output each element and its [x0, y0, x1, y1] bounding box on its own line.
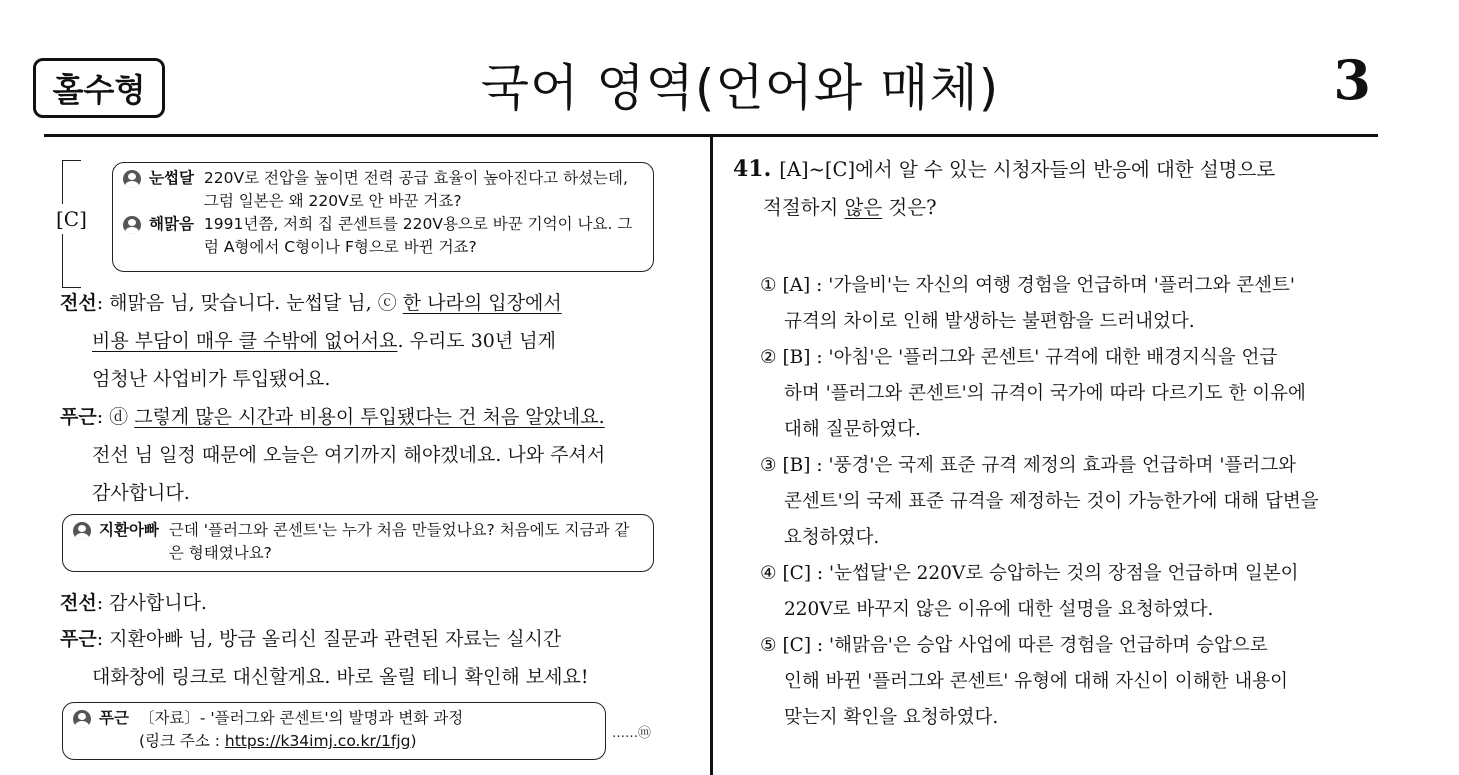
- chat-box-bottom: [62, 702, 606, 760]
- page-title: 국어 영역(언어와 매체): [480, 59, 1000, 117]
- chat-text: 1991년쯤, 저희 집 콘센트를 220V용으로 바꾼 기억이 나요. 그럼 A형에서 C형이나 F형으로 바뀐 거죠?: [203, 215, 633, 256]
- underlined-text: 그렇게 많은 시간과 비용이 투입됐다는 건 처음 알았네요.: [134, 406, 605, 428]
- user-icon: [73, 710, 91, 728]
- speaker-name: 전선: [60, 592, 97, 614]
- answer-options: [760, 268, 1380, 736]
- option-text: ③ [B] : '풍경'은 국제 표준 규격 제정의 효과를 언급하며 '플러그와: [760, 455, 1296, 476]
- user-icon: [73, 522, 91, 540]
- dialogue-text: 전선 님 일정 때문에 오늘은 여기까지 해야겠네요. 나와 주셔서: [92, 444, 606, 466]
- option-text: 콘센트'의 국제 표준 규격을 제정하는 것이 가능한가에 대해 답변을: [784, 491, 1319, 512]
- chat-message: [73, 519, 643, 565]
- option-text: 규격의 차이로 인해 발생하는 불편함을 드러내었다.: [784, 311, 1195, 332]
- option-text: ④ [C] : '눈썹달'은 220V로 승압하는 것의 장점을 언급하며 일본이: [760, 563, 1299, 584]
- dialogue-pugeun: [60, 398, 670, 512]
- underlined-text: 비용 부담이 매우 클 수밖에 없어서요: [92, 330, 398, 352]
- dialogue-text: 대화창에 링크로 대신할게요. 바로 올릴 테니 확인해 보세요!: [92, 666, 589, 688]
- dialogue-text: 엄청난 사업비가 투입됐어요.: [92, 368, 331, 390]
- option-text: ② [B] : '아침'은 '플러그와 콘센트' 규격에 대한 배경지식을 언급: [760, 347, 1278, 368]
- answer-option-2[interactable]: [760, 340, 1380, 448]
- option-text: 하며 '플러그와 콘센트'의 규격이 국가에 따라 다르기도 한 이유에: [784, 383, 1306, 404]
- chat-username: 해맑음: [149, 215, 194, 233]
- answer-option-1[interactable]: [760, 268, 1380, 340]
- dialogue-jeonseon-2: [60, 584, 670, 622]
- question-text: [A]~[C]에서 알 수 있는 시청자들의 반응에 대한 설명으로: [779, 158, 1276, 181]
- answer-option-5[interactable]: [760, 628, 1380, 736]
- option-text: ① [A] : '가을비'는 자신의 여행 경험을 언급하며 '플러그와 콘센트': [760, 275, 1295, 296]
- option-text: ⑤ [C] : '해맑음'은 승압 사업에 따른 경험을 언급하며 승압으로: [760, 635, 1268, 656]
- chat-text: 220V로 전압을 높이면 전력 공급 효율이 높아진다고 하셨는데, 그럼 일본은 왜 220V로 안 바꾼 거죠?: [203, 169, 628, 210]
- question-text: 적절하지: [763, 196, 845, 219]
- user-icon: [123, 216, 141, 234]
- exam-type-badge: 홀수형: [33, 58, 165, 118]
- chat-message: [123, 213, 643, 259]
- dialogue-text: : ⓓ: [96, 406, 135, 428]
- speaker-name: 푸근: [60, 406, 97, 428]
- chat-username: 눈썹달: [149, 169, 194, 187]
- option-text: 220V로 바꾸지 않은 이유에 대한 설명을 요청하였다.: [784, 599, 1214, 620]
- page-number: 3: [1333, 48, 1371, 112]
- chat-username: 푸근: [99, 709, 129, 727]
- dialogue-jeonseon: [60, 284, 670, 398]
- chat-box-c: [112, 162, 654, 272]
- resource-link[interactable]: https://k34imj.co.kr/1fjg: [224, 732, 411, 750]
- link-suffix: ): [410, 732, 417, 750]
- question-number: 41.: [733, 156, 772, 182]
- dialogue-text: . 우리도 30년 넘게: [397, 330, 556, 352]
- chat-box-mid: [62, 514, 654, 572]
- chat-message: [123, 167, 643, 213]
- resource-title: 〔자료〕- '플러그와 콘센트'의 발명과 변화 과정: [138, 709, 464, 727]
- dialogue-pugeun-2: [60, 620, 670, 696]
- dialogue-text: 감사합니다.: [92, 482, 190, 504]
- answer-option-4[interactable]: [760, 556, 1380, 628]
- question-stem: [733, 150, 1373, 227]
- chat-text: 근데 '플러그와 콘센트'는 누가 처음 만들었나요? 처음에도 지금과 같은 형태였나요?: [168, 521, 630, 562]
- chat-message: [73, 707, 595, 753]
- section-label-c: [C]: [56, 204, 87, 234]
- answer-option-3[interactable]: [760, 448, 1380, 556]
- option-text: 인해 바뀐 '플러그와 콘센트' 유형에 대해 자신이 이해한 내용이: [784, 671, 1288, 692]
- column-divider: [710, 135, 713, 775]
- speaker-name: 전선: [60, 292, 97, 314]
- option-text: 대해 질문하였다.: [784, 419, 921, 440]
- chat-text: [139, 707, 595, 753]
- dialogue-text: : 해맑음 님, 맞습니다. 눈썹달 님, ⓒ: [96, 292, 403, 314]
- dialogue-text: : 감사합니다.: [96, 592, 207, 614]
- link-prefix: (링크 주소 :: [138, 732, 225, 750]
- user-icon: [123, 170, 141, 188]
- option-text: 맞는지 확인을 요청하였다.: [784, 707, 999, 728]
- question-text: 것은?: [882, 196, 937, 219]
- underlined-text: 한 나라의 입장에서: [402, 292, 562, 314]
- emphasis-underline: 않은: [844, 196, 883, 219]
- chat-username: 지환아빠: [99, 521, 159, 539]
- speaker-name: 푸근: [60, 628, 97, 650]
- annotation-marker: ……ⓜ: [612, 726, 652, 741]
- dialogue-text: : 지환아빠 님, 방금 올리신 질문과 관련된 자료는 실시간: [96, 628, 562, 650]
- option-text: 요청하였다.: [784, 527, 880, 548]
